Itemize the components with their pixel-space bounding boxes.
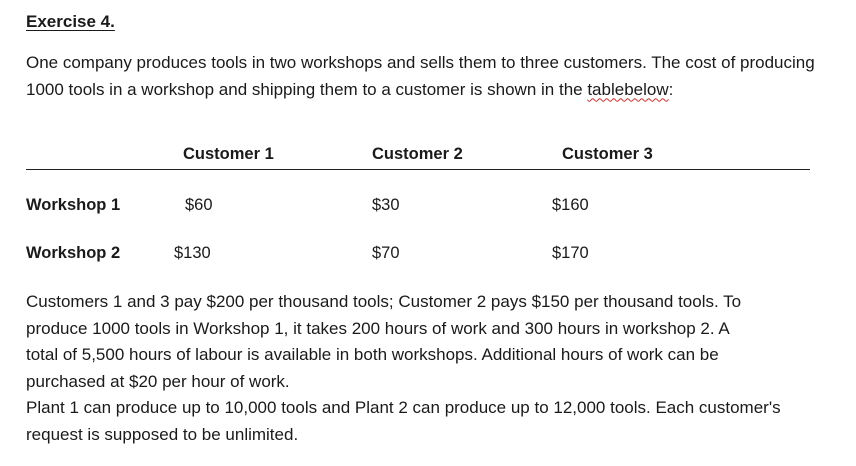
body-line: total of 5,500 hours of labour is available in both workshops. Additional hours of work can be <box>26 345 719 364</box>
row-label-workshop-1: Workshop 1 <box>26 196 121 214</box>
row-label-workshop-2: Workshop 2 <box>26 244 121 262</box>
cell-w1-c2: $30 <box>372 196 400 214</box>
intro-text: One company produces tools in two workshops and sells them to three customers. The cost of producing 1000 tools in a workshop and shipping them to a customer is shown in the <box>26 53 815 99</box>
cell-w2-c2: $70 <box>372 244 400 262</box>
body-line: request is supposed to be unlimited. <box>26 424 299 444</box>
intro-colon: : <box>668 79 674 99</box>
cost-table <box>26 140 810 270</box>
intro-paragraph <box>26 50 842 103</box>
spellcheck-flagged-word[interactable]: tablebelow <box>587 79 669 99</box>
body-line: produce 1000 tools in Workshop 1, it takes 200 hours of work and 300 hours in workshop 2. A <box>26 318 730 338</box>
cell-w1-c3: $160 <box>552 196 589 214</box>
cell-w2-c3: $170 <box>552 244 589 262</box>
header-customer-3: Customer 3 <box>562 145 653 163</box>
document-page <box>26 0 842 466</box>
header-customer-1: Customer 1 <box>183 145 274 163</box>
header-customer-2: Customer 2 <box>372 145 463 163</box>
cell-w2-c1: $130 <box>174 244 211 262</box>
cell-w1-c1: $60 <box>185 196 213 214</box>
body-paragraph <box>26 289 842 448</box>
body-line: Plant 1 can produce up to 10,000 tools and Plant 2 can produce up to 12,000 tools. Each customer's <box>26 398 781 417</box>
table-header-rule <box>26 169 810 170</box>
body-line: Customers 1 and 3 pay $200 per thousand tools; Customer 2 pays $150 per thousand tools. To <box>26 292 742 311</box>
exercise-title: Exercise 4. <box>26 12 115 31</box>
body-line: purchased at $20 per hour of work. <box>26 371 290 391</box>
